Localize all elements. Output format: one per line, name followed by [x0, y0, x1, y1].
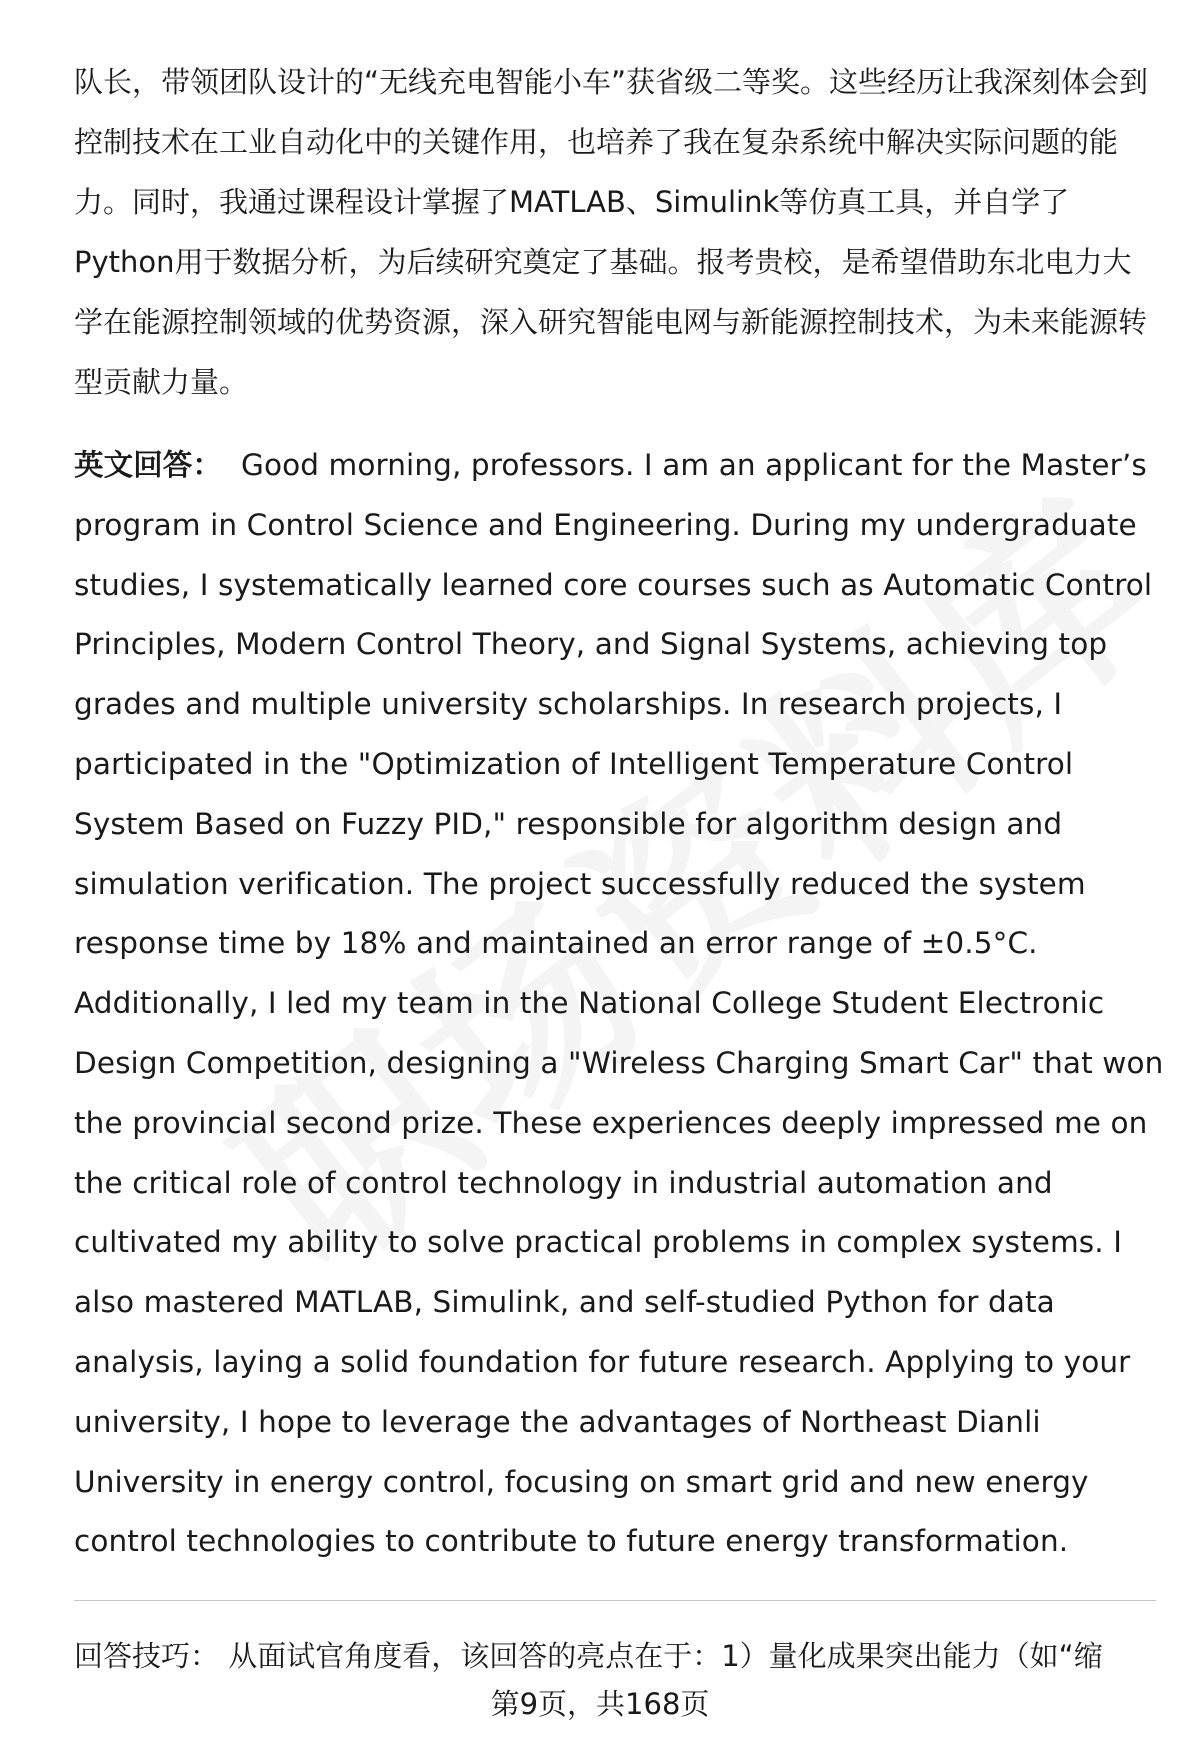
answer-tips-text: 从面试官角度看，该回答的亮点在于：1）量化成果突出能力（如“缩 [228, 1639, 1103, 1673]
section-divider [74, 1600, 1156, 1601]
page-number: 第9页，共168页 [490, 1687, 710, 1721]
english-answer-text: Good morning, professors. I am an applicant for the Master’s program in Control Science and Engineering. During my undergraduate studies, I systematically learned core courses such as Automatic Control Principles, Modern Control Theory, and Signal Systems, achieving top grades and multiple university scholarships. In research projects, I participated in the "Optimization of Intelligent Temperature Control System Based on Fuzzy PID," responsible for algorithm design and simulation verification. The project successfully reduced the system response time by 18% and maintained an error range of ±0.5°C. Additionally, I led my team in the National College Student Electronic Design Competition, designing a "Wireless Charging Smart Car" that won the provincial second prize. These experiences deeply impressed me on the critical role of control technology in industrial automation and cultivated my ability to solve practical problems in complex systems. I also mastered MATLAB, Simulink, and self-studied Python for data analysis, laying a solid foundation for future research. Applying to your university, I hope to leverage the advantages of Northeast Dianli University in energy control, focusing on smart grid and new energy control technologies to contribute to future energy transformation. [74, 448, 1164, 1559]
answer-tips-label: 回答技巧： [74, 1639, 220, 1673]
english-answer-label: 英文回答： [74, 448, 223, 482]
english-answer-paragraph [74, 436, 1164, 1572]
answer-tips [74, 1636, 1164, 1676]
chinese-answer-paragraph: 队长，带领团队设计的“无线充电智能小车”获省级二等奖。这些经历让我深刻体会到控制技术在工业自动化中的关键作用，也培养了我在复杂系统中解决实际问题的能力。同时，我通过课程设计掌握了MATLAB、Simulink等仿真工具，并自学了Python用于数据分析，为后续研究奠定了基础。报考贵校，是希望借助东北电力大学在能源控制领域的优势资源，深入研究智能电网与新能源控制技术，为未来能源转型贡献力量。 [74, 65, 1149, 399]
